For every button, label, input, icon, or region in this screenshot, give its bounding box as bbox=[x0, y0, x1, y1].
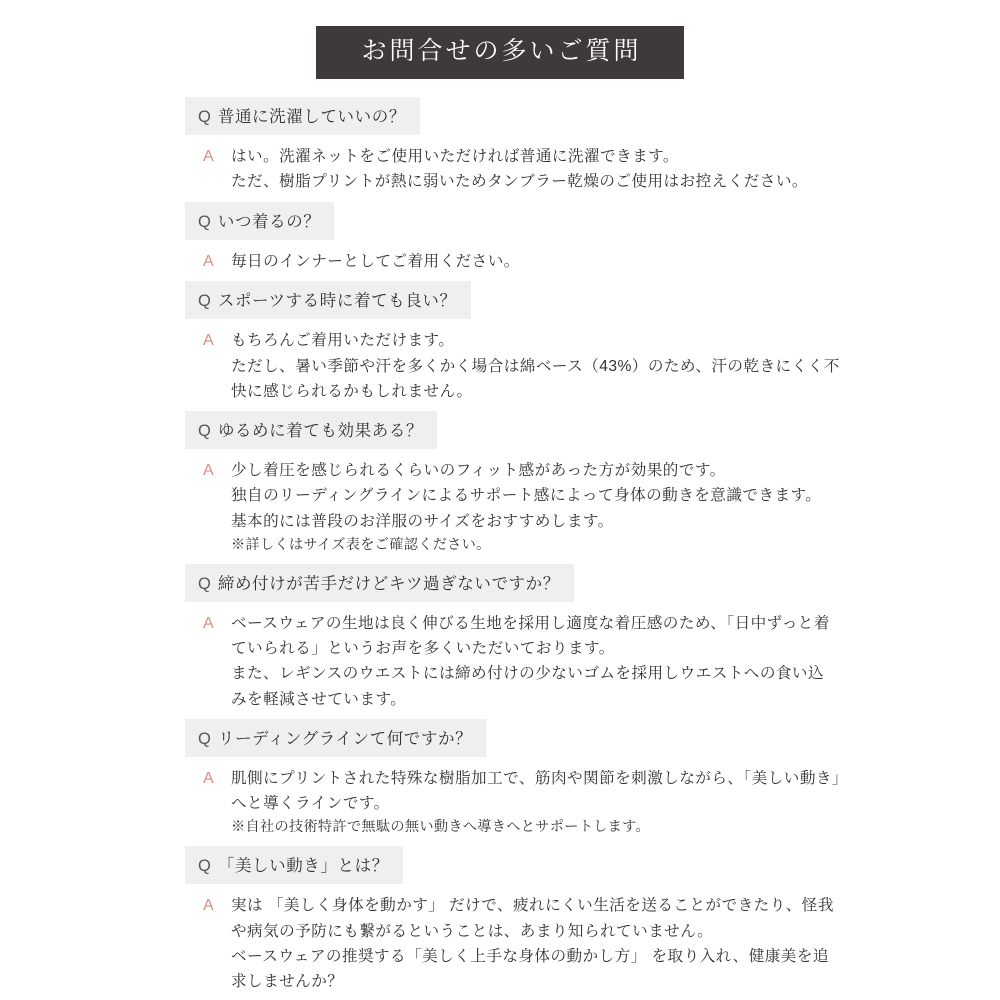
faq-answer-block bbox=[203, 144, 1000, 195]
answer-mark-label: A bbox=[203, 897, 215, 915]
faq-answer-text bbox=[231, 144, 808, 195]
faq-item bbox=[0, 202, 1000, 275]
faq-question-text: いつ着るの？ bbox=[217, 212, 321, 231]
faq-question-chip[interactable] bbox=[185, 719, 486, 757]
faq-answer-line: 少し着圧を感じられるくらいのフィット感があった方が効果的です。 bbox=[231, 462, 726, 480]
faq-item bbox=[0, 719, 1000, 840]
faq-answer-text bbox=[231, 893, 834, 994]
faq-answer-text bbox=[231, 249, 520, 275]
question-mark-label: Q bbox=[198, 212, 212, 231]
faq-question-chip[interactable] bbox=[185, 411, 437, 449]
faq-question-text: 「美しい動き」とは？ bbox=[217, 857, 389, 876]
faq-answer-line: へと導くラインです。 bbox=[231, 795, 390, 813]
faq-answer-line: 快に感じられるかもしれません。 bbox=[231, 382, 473, 400]
answer-mark-label: A bbox=[203, 769, 215, 787]
faq-question-chip[interactable] bbox=[185, 202, 334, 240]
answer-mark-label: A bbox=[203, 614, 215, 632]
faq-answer-text bbox=[231, 458, 821, 557]
faq-answer-line: もちろんご着用いただけます。 bbox=[231, 332, 455, 350]
faq-question-text: スポーツする時に着ても良い？ bbox=[217, 292, 457, 311]
faq-answer-line: また、レギンスのウエストには締め付けの少ないゴムを採用しウエストへの食い込 bbox=[231, 665, 824, 683]
faq-question-text: 普通に洗濯していいの？ bbox=[217, 108, 406, 126]
faq-question-row[interactable] bbox=[185, 564, 1000, 602]
faq-answer-line: はい。洗濯ネットをご使用いただければ普通に洗濯できます。 bbox=[231, 148, 679, 165]
faq-answer-block bbox=[203, 893, 1000, 994]
faq-answer-line: 独自のリーディングラインによるサポート感によって身体の動きを意識できます。 bbox=[231, 487, 822, 505]
answer-mark-label: A bbox=[203, 332, 215, 350]
faq-question-text: 締め付けが苦手だけどキツ過ぎないですか？ bbox=[217, 574, 560, 593]
question-mark-label: Q bbox=[198, 857, 212, 876]
faq-list bbox=[0, 79, 1000, 994]
faq-item bbox=[0, 846, 1000, 994]
faq-question-text: リーディングラインて何ですか？ bbox=[217, 729, 473, 748]
faq-question-row[interactable] bbox=[185, 281, 1000, 319]
faq-answer-block bbox=[203, 328, 1000, 404]
faq-answer-line: 肌側にプリントされた特殊な樹脂加工で、筋肉や関節を刺激しながら、「美しい動き」 bbox=[231, 769, 848, 787]
question-mark-label: Q bbox=[198, 108, 212, 126]
faq-answer-block bbox=[203, 458, 1000, 557]
answer-mark-label: A bbox=[203, 252, 215, 270]
faq-item bbox=[0, 411, 1000, 557]
faq-answer-text bbox=[231, 328, 840, 404]
faq-question-chip[interactable] bbox=[185, 97, 420, 135]
faq-question-row[interactable] bbox=[185, 202, 1000, 240]
faq-answer-block bbox=[203, 611, 1000, 712]
faq-question-row[interactable] bbox=[185, 846, 1000, 884]
faq-answer-text bbox=[231, 611, 830, 712]
answer-mark-label: A bbox=[203, 148, 215, 165]
faq-item bbox=[0, 281, 1000, 404]
faq-question-row[interactable] bbox=[185, 97, 1000, 135]
question-mark-label: Q bbox=[198, 729, 212, 748]
faq-answer-line: ただ、樹脂プリントが熱に弱いためタンブラー乾燥のご使用はお控えください。 bbox=[231, 173, 808, 191]
faq-answer-line: 求しませんか？ bbox=[231, 973, 344, 991]
faq-answer-text bbox=[231, 766, 848, 840]
question-mark-label: Q bbox=[198, 292, 212, 311]
faq-answer-line: ベースウェアの推奨する「美しく上手な身体の動かし方」 を取り入れ、健康美を追 bbox=[231, 947, 829, 965]
faq-answer-line: ベースウェアの生地は良く伸びる生地を採用し適度な着圧感のため、「日中ずっと着 bbox=[231, 614, 830, 632]
faq-question-chip[interactable] bbox=[185, 564, 574, 602]
answer-mark-label: A bbox=[203, 462, 215, 480]
faq-answer-line: 実は 「美しく身体を動かす」 だけで、疲れにくい生活を送ることができたり、怪我 bbox=[231, 897, 834, 915]
faq-answer-block bbox=[203, 249, 1000, 275]
faq-answer-line: ※自社の技術特許で無駄の無い動きへ導きへとサポートします。 bbox=[231, 819, 651, 836]
question-mark-label: Q bbox=[198, 422, 212, 441]
faq-answer-line: 基本的には普段のお洋服のサイズをおすすめします。 bbox=[231, 512, 614, 530]
faq-answer-block bbox=[203, 766, 1000, 840]
faq-question-chip[interactable] bbox=[185, 281, 471, 319]
faq-item bbox=[0, 97, 1000, 195]
faq-question-text: ゆるめに着ても効果ある？ bbox=[217, 422, 424, 441]
page-title-container bbox=[0, 0, 1000, 79]
faq-answer-line: や病気の予防にも繋がるということは、あまり知られていません。 bbox=[231, 922, 714, 940]
faq-answer-line: ていられる」というお声を多くいただいております。 bbox=[231, 640, 615, 658]
page-title: お問合せの多いご質問 bbox=[316, 26, 683, 79]
faq-answer-line: ただし、暑い季節や汗を多くかく場合は綿ベース（43%）のため、汗の乾きにくく不 bbox=[231, 357, 840, 375]
faq-answer-line: 毎日のインナーとしてご着用ください。 bbox=[231, 252, 520, 270]
faq-question-row[interactable] bbox=[185, 411, 1000, 449]
question-mark-label: Q bbox=[198, 574, 212, 593]
faq-question-chip[interactable] bbox=[185, 846, 403, 884]
faq-answer-line: みを軽減させています。 bbox=[231, 690, 407, 708]
faq-item bbox=[0, 564, 1000, 712]
faq-question-row[interactable] bbox=[185, 719, 1000, 757]
faq-answer-line: ※詳しくはサイズ表をご確認ください。 bbox=[231, 536, 491, 553]
